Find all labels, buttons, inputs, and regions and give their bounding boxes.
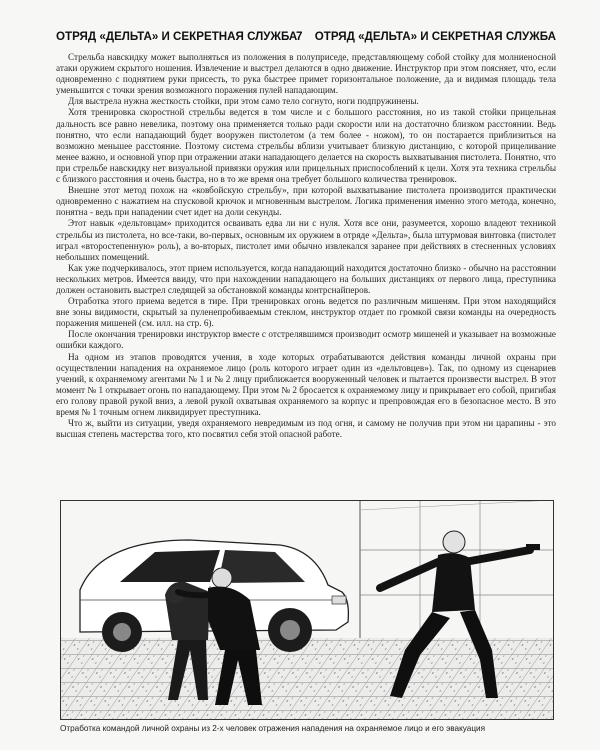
paragraph: На одном из этапов проводятся учения, в ходе которых отрабатываются действия команды личной охраны при осуществлении нападения на охраняемое лицо (роль которого играет один из «дельтовцев»). Так, по одному из сценариев учений, к охраняемому агентами № 1 и № 2 лицу приближается вооруженный человек и пытается произвести выстрел. В этот момент № 1 открывает огонь по нападающему. При этом № 2 бросается к охраняемому лицу и прикрывает его собой, пригибая его голову правой рукой вниз, а левой рукой охватывая охраняемого за корпус и препровождая его в безопасное место. В это время № 1 точным огнем ликвидирует преступника. [56, 351, 556, 417]
header-left-title: ОТРЯД «ДЕЛЬТА» И СЕКРЕТНАЯ СЛУЖБА [56, 30, 298, 43]
paragraph: Для выстрела нужна жесткость стойки, при этом само тело согнуто, ноги подпружинены. [68, 96, 419, 107]
header-right-title: ОТРЯД «ДЕЛЬТА» И СЕКРЕТНАЯ СЛУЖБА [314, 30, 556, 43]
page-number: 7 [296, 30, 303, 43]
paragraph: Внешне этот метод похож на «ковбойскую стрельбу», при которой выхватывание пистолета производится практически одновременно с нажатием на спусковой крючок и мгновенным выстрелом. Логика применения именно этого метода, конечно, понятна - ведь при нападении счет идет на доли секунды. [56, 185, 556, 218]
illustration-drawing [60, 500, 554, 720]
paragraph: Как уже подчеркивалось, этот прием используется, когда нападающий находится достаточно близко - обычно на расстоянии нескольких метров. Имеется ввиду, что при нахождении нападающего на больших дистанциях от первого лица, преступника должен остановить выстрел следящей за обстановкой команды контрснайперов. [56, 262, 556, 295]
paragraph: Стрельба навскидку может выполняться из положения в полуприседе, представляющему собой стойку для молниеносной атаки оружием скрытого ношения. Извлечение и выстрел делаются в одно движение. Инструктор при этом поясняет, что, если одновременно с поднятием руки присесть, то рука быстрее примет горизонтальное положение, да и видимая площадь тела уменьшится с точки зрения возможного поражения пулей нападающим. [56, 52, 556, 96]
paragraph: Этот навык «дельтовцам» приходится осваивать едва ли ни с нуля. Хотя все они, разумеется, хорошо владеют техникой стрельбы из пистолета, но все-таки, во-первых, основным их оружием в отряде «Дельта», была штурмовая винтовка (пистолет играл «второстепенную» роль), а во-вторых, пистолет ими обычно извлекался заранее при действиях в стесненных условиях небольших помещений. [56, 218, 556, 262]
paragraph: После окончания тренировки инструктор вместе с отстрелявшимся производит осмотр мишеней и указывает на возможные ошибки каждого. [56, 329, 556, 351]
illustration-protection-drill [60, 500, 554, 720]
paragraph: Отработка этого приема ведется в тире. При тренировках огонь ведется по различным мишеням. При этом находящийся вне зоны видимости, скрытый за пуленепробиваемым стеклом, инструктор отдает по громкой связи команды на очередность поражения мишеней (см. илл. на стр. 6). [56, 296, 556, 329]
paragraph: Хотя тренировка скоростной стрельбы ведется в том числе и с большого расстояния, но из такой стойки прицельная дальность все равно невелика, поэтому она применяется только ради скорости или на достаточно близком расстоянии. Ведь понятно, что если нападающий будет вооружен пистолетом (а тем более - ножом), то он постарается приблизиться на возможно меньшее расстояние. Поэтому система стрельбы вблизи учитывает близкую дистанцию, с которой прицеливание менее важно, и основной упор при отражении атаки нападающего делается на скорость выхватывания пистолета. Понятно, что при стрельбе навскидку нет визуальной привязки оружия или прицельных приспособлений к цели. Хотя эта техника стрельбы с близкого расстояния и очень быстра, но в то же время она требует большого количества тренировок. [56, 107, 556, 185]
article-body [56, 52, 556, 440]
running-header [56, 26, 556, 46]
paragraph: Что ж, выйти из ситуации, уведя охраняемого невредимым из под огня, и самому не получив при этом ни царапины - это высшая степень мастерства того, кто посвятил себя этой опасной работе. [56, 418, 556, 440]
figure-caption: Отработка командой личной охраны из 2-х человек отражения нападения на охраняемое лицо и его эвакуация [60, 724, 486, 733]
